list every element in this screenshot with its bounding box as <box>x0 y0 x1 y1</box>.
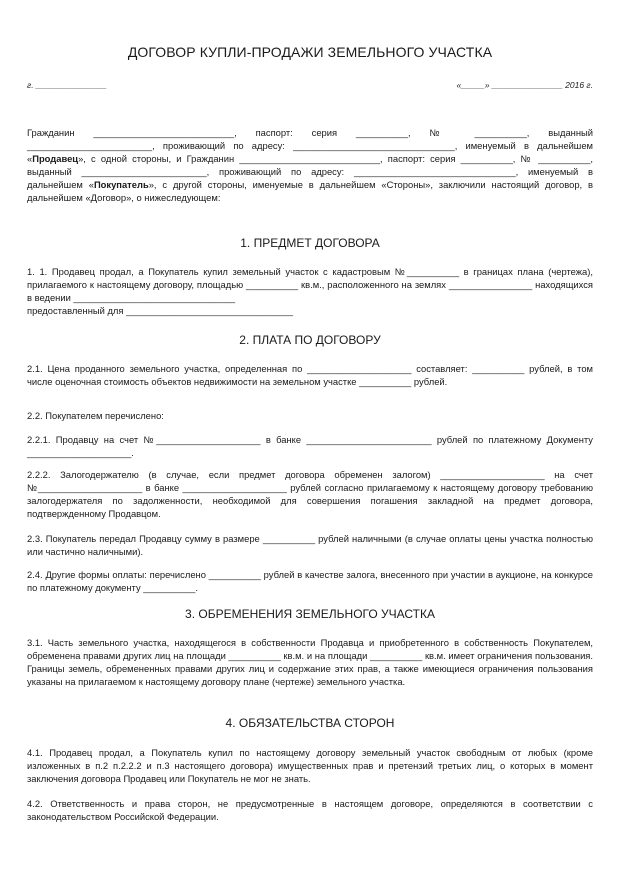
section-heading-encumbrance: 3. ОБРЕМЕНЕНИЯ ЗЕМЕЛЬНОГО УЧАСТКА <box>185 607 435 621</box>
buyer-term: Покупатель <box>93 179 149 191</box>
preamble-part-3: », с другой стороны, именуемые в дальнейшем «Стороны», заключили настоящий договор, в дальнейшем «Договор», о нижеследующем: <box>27 179 593 204</box>
clause-4-1: 4.1. Продавец продал, а Покупатель купил по настоящему договору земельный участок свободным от любых (кроме изложенных в п.2 п.2.2.2 и п.3 настоящего договора) имущественных прав и претензий третьих лиц, о которых в момент заключения договора Продавец или Покупатель не мог не знать. <box>27 747 593 785</box>
contract-place: г. _______________ <box>27 80 107 90</box>
clause-4-2: 4.2. Ответственность и права сторон, не предусмотренные в настоящем договоре, определяются в соответствии с законодательством Российской Федерации. <box>27 798 593 823</box>
preamble-part-1: Гражданин ___________________________, паспорт: серия __________, № __________, выданный ________________________, проживающий по адресу: _______________________________, именуемый в дальнейшем « <box>27 127 593 165</box>
clause-3-1: 3.1. Часть земельного участка, находящегося в собственности Продавца и приобретенного в собственность Покупателем, обременена правами других лиц на площади __________ кв.м. и на площади __________ кв.м. имеет ограничения пользования. Границы земель, обремененных правами других лиц и содержание этих прав, а также имеющиеся ограничения пользования указаны на прилагаемом к настоящему договору плане (чертеже) земельного участка. <box>27 637 593 688</box>
seller-term: Продавец <box>32 153 79 165</box>
section-heading-obligations: 4. ОБЯЗАТЕЛЬСТВА СТОРОН <box>225 716 395 730</box>
clause-2-2: 2.2. Покупателем перечислено: <box>27 410 164 421</box>
section-heading-subject: 1. ПРЕДМЕТ ДОГОВОРА <box>240 236 380 250</box>
clause-2-2-2: 2.2.2. Залогодержателю (в случае, если предмет договора обременен залогом) ____________________ на счет №____________________ в банке ____________________ рублей согласно прилагаемому к настоящему договору требованию залогодержателя по задолженности, необходимой для совершения погашения закладной на предмет договора, подтвержденному Продавцом. <box>27 469 593 520</box>
clause-2-3: 2.3. Покупатель передал Продавцу сумму в размере __________ рублей наличными (в случае оплаты цены участка полностью или частично наличными). <box>27 533 593 558</box>
preamble-part-2: », с одной стороны, и Гражданин ___________________________, паспорт: серия __________, № __________, выданный ________________________, проживающий по адресу: _______________________________, именуемый в дальнейшем « <box>27 153 593 191</box>
clause-2-2-1: 2.2.1. Продавцу на счет №____________________ в банке ________________________ рублей по платежному Документу ____________________. <box>27 434 593 459</box>
clause-2-1: 2.1. Цена проданного земельного участка, определенная по ____________________ составляет: __________ рублей, в том числе оценочная стоимость объектов недвижимости на земельном участке __________ рублей. <box>27 363 593 388</box>
preamble <box>27 126 593 205</box>
contract-date: «_____» _______________ 2016 г. <box>456 80 593 90</box>
document-title: ДОГОВОР КУПЛИ-ПРОДАЖИ ЗЕМЕЛЬНОГО УЧАСТКА <box>127 44 493 60</box>
clause-2-4: 2.4. Другие формы оплаты: перечислено __________ рублей в качестве залога, внесенного при участии в аукционе, на конкурсе по платежному документу __________. <box>27 569 593 594</box>
section-heading-payment: 2. ПЛАТА ПО ДОГОВОРУ <box>239 333 381 347</box>
clause-1-1: 1. 1. Продавец продал, а Покупатель купил земельный участок с кадастровым №__________ в границах плана (чертежа), прилагаемого к настоящему договору, площадью __________ кв.м., расположенного на землях ________________ находящихся в ведении _______________________________ предоставленный для ________________________________ <box>27 266 593 317</box>
